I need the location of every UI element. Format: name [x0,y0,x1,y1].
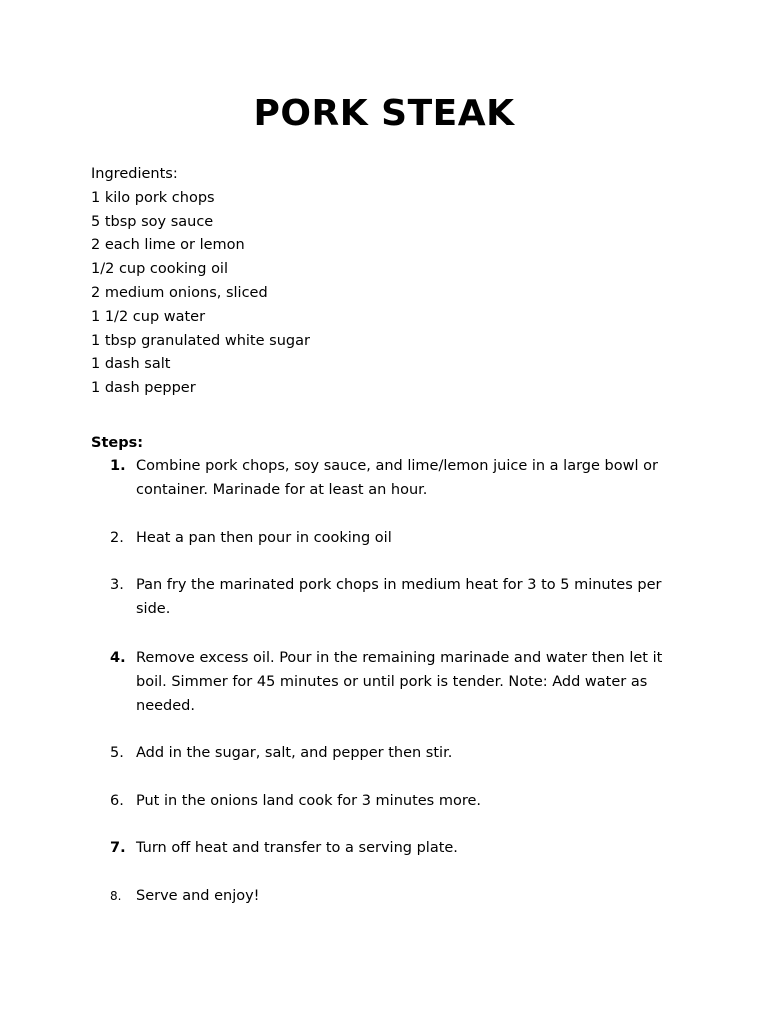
ingredient-item: 1 dash pepper [91,380,196,397]
ingredient-item: 1 1/2 cup water [91,308,206,325]
step-text: Add in the sugar, salt, and pepper then stir. [136,745,453,761]
step-number: 8. [110,889,122,903]
step-number: 5. [110,745,124,761]
step-text: Turn off heat and transfer to a serving plate. [136,840,458,856]
step-number: 7. [110,840,126,856]
step-number: 6. [110,793,124,809]
steps-heading: Steps: [91,435,144,451]
ingredient-item: 5 tbsp soy sauce [91,213,214,230]
step-number: 3. [110,577,124,593]
ingredient-item: 2 each lime or lemon [91,237,245,254]
step-number: 4. [110,650,126,666]
step-text: Put in the onions land cook for 3 minutes more. [136,793,482,809]
ingredient-item: 1 dash salt [91,356,171,373]
ingredients-list [91,163,310,401]
ingredient-item: 1/2 cup cooking oil [91,261,228,278]
step-number: 1. [110,458,126,474]
ingredient-item: 2 medium onions, sliced [91,284,268,301]
step-text: Heat a pan then pour in cooking oil [136,530,392,546]
step-text: Remove excess oil. Pour in the remaining marinade and water then let it boil. Simmer for 45 minutes or until pork is tender. Note: Add water as needed. [136,650,663,714]
ingredients-heading: Ingredients: [91,166,178,182]
page-title: PORK STEAK [253,93,515,134]
step-number: 2. [110,530,124,546]
ingredient-item: 1 kilo pork chops [91,189,215,206]
ingredient-item: 1 tbsp granulated white sugar [91,332,310,349]
step-text: Pan fry the marinated pork chops in medium heat for 3 to 5 minutes per side. [136,577,662,617]
step-text: Serve and enjoy! [136,888,260,904]
step-text: Combine pork chops, soy sauce, and lime/lemon juice in a large bowl or container. Marinade for at least an hour. [136,458,658,498]
